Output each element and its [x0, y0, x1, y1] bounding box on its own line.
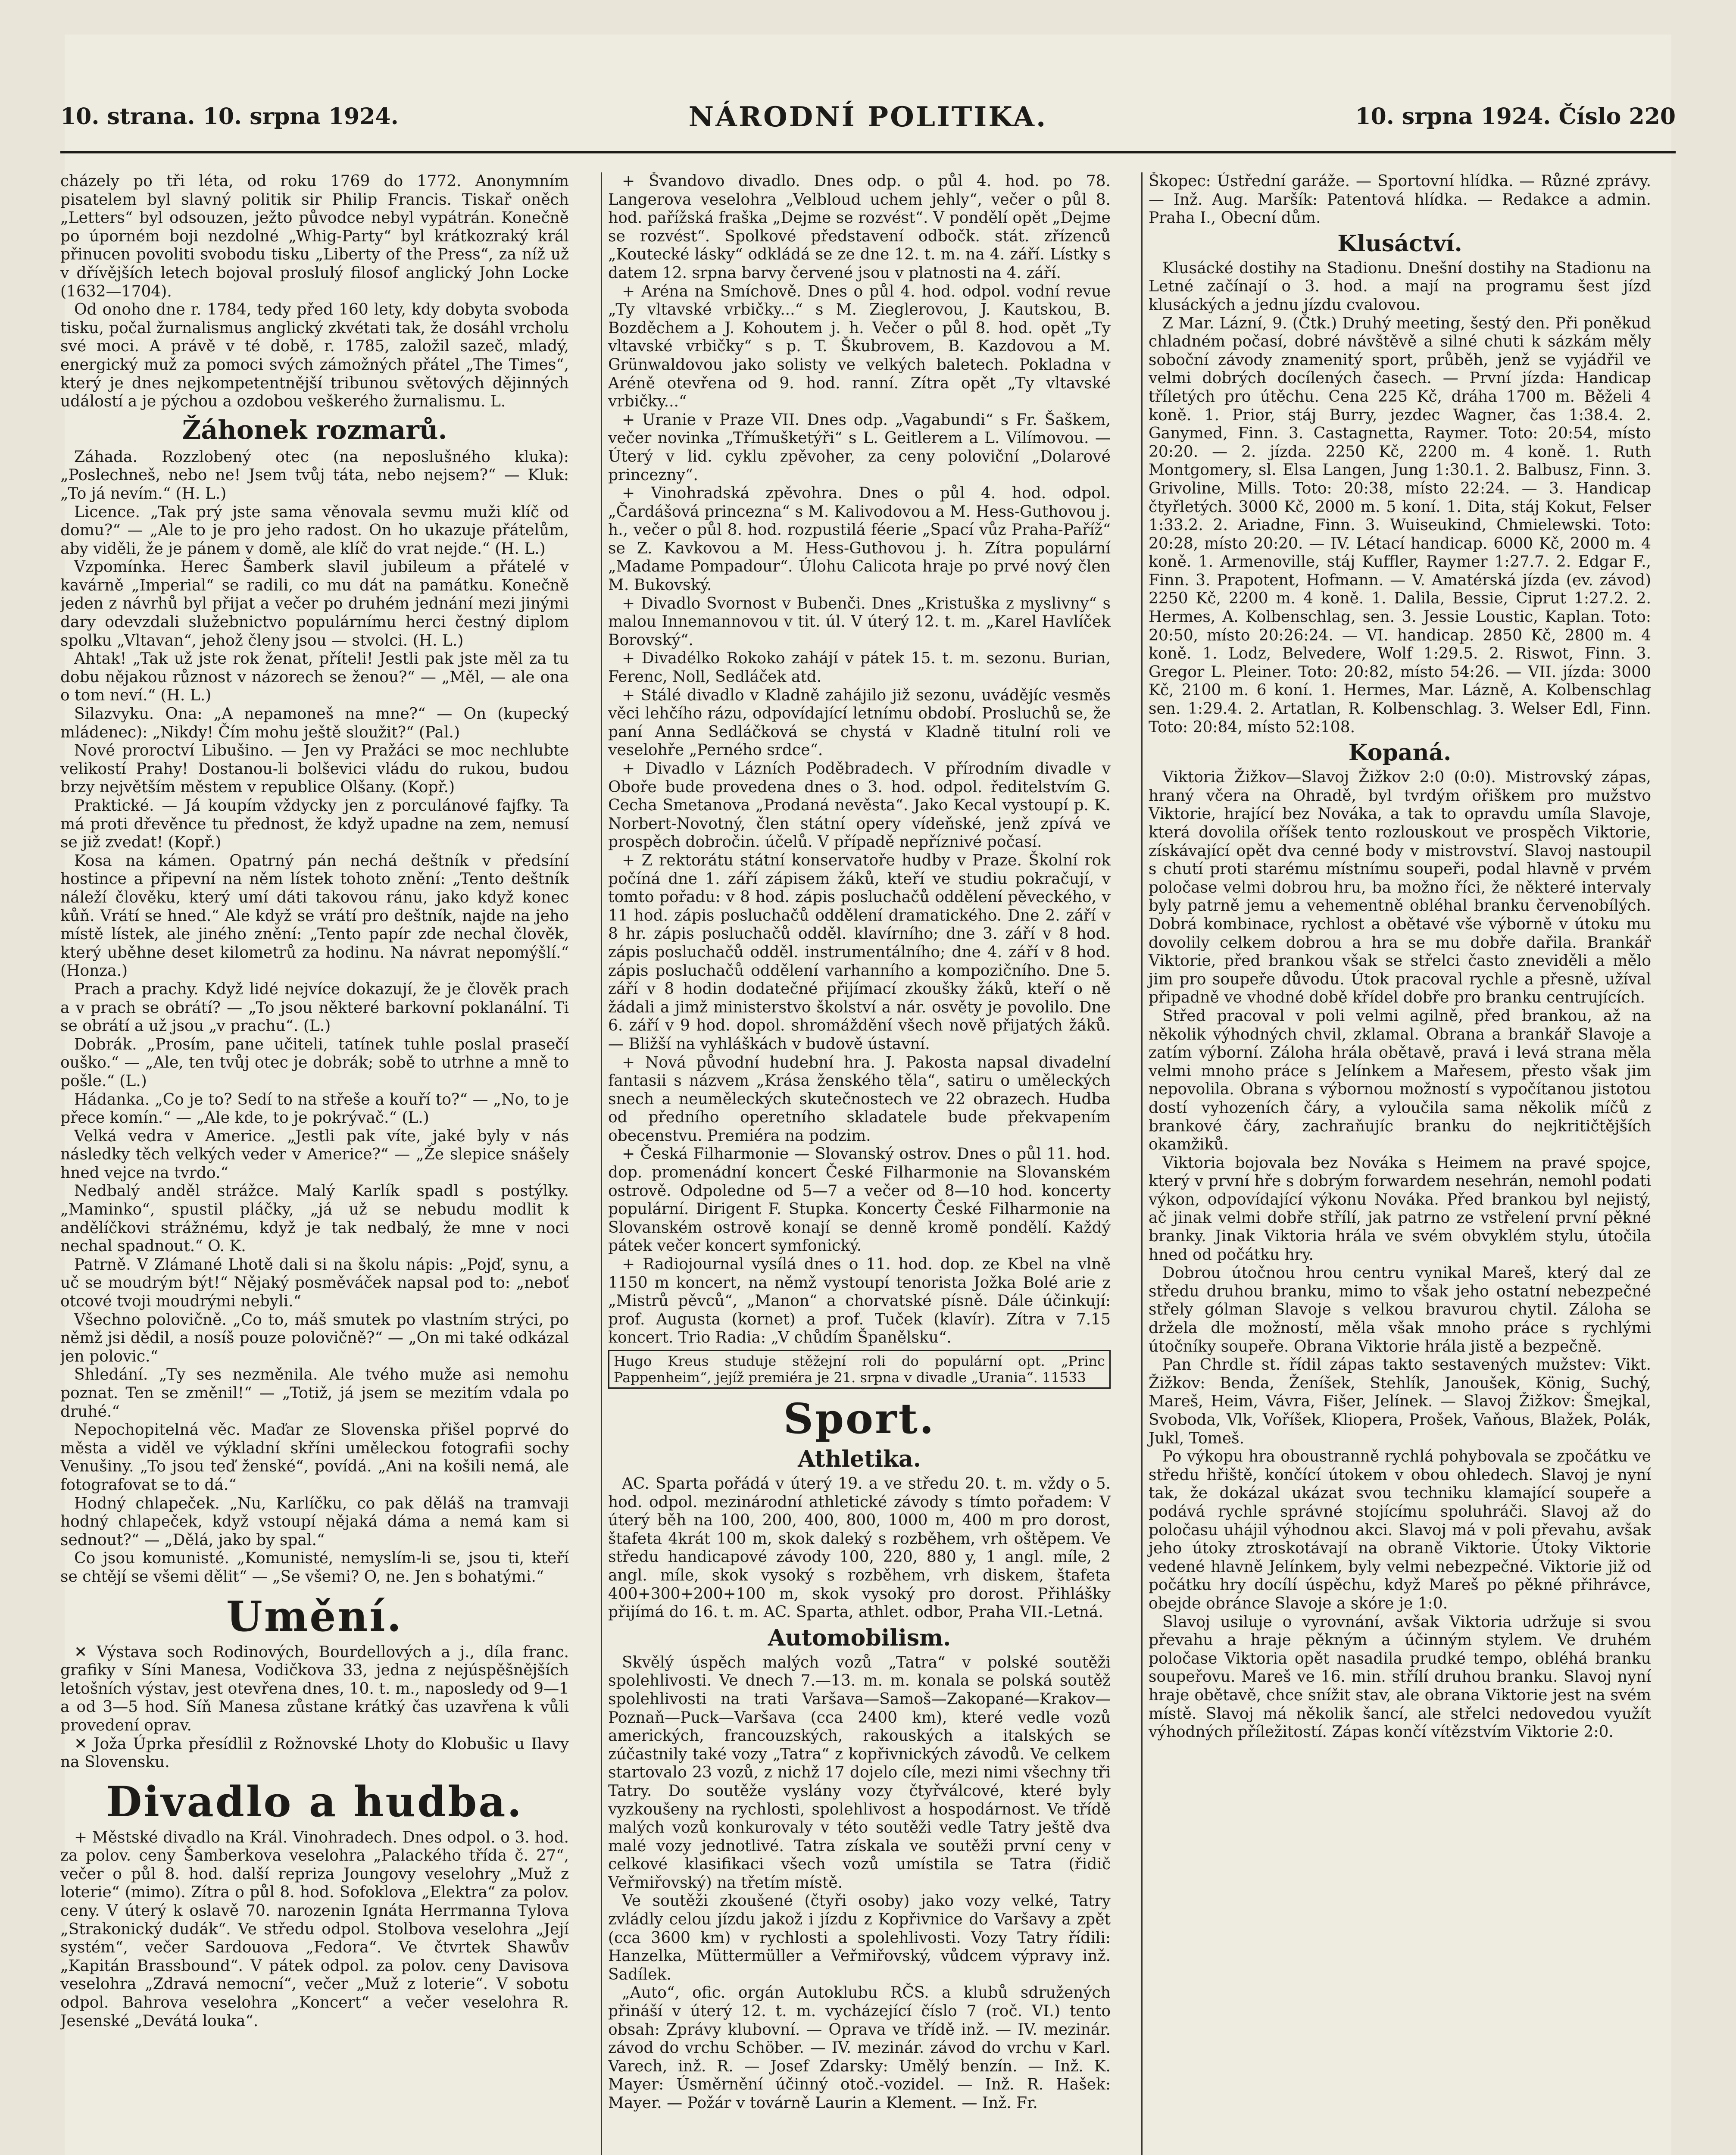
theatre-item: + Stálé divadlo v Kladně zahájilo již sezonu, uvádějíc vesměs věci lehčího rázu, odpovídající letnímu období. Prosluchů se, že paní Anna Sedláčková se chystá v Kladně titulní roli ve veselohře „Perného srdce“.	[608, 686, 1111, 759]
theatre-item: + Divadlo v Lázních Poděbradech. V přírodním divadle v Oboře bude provedena dnes o 3. hod. odpol. ředitelstvím G. Cecha Smetanova „Prodaná nevěsta“. Jako Kecal vystoupí p. K. Norbert-Novotný, člen státní opery vídeňské, jenž zpívá ve prospěch dobročin. účelů. V případě nepříznivé počasí.	[608, 760, 1111, 851]
art-item: ✕ Výstava soch Rodinových, Bourdellových a j., díla franc. grafiky v Síni Manesa, Vodičkova 33, jedna z nejúspěšnějších letošních výstav, jest otevřena dnes, 10. t. m., naposledy od 9—1 a od 3—5 hod. Síň Manesa zůstane krátký čas uzavřena k vůli provedení oprav.	[60, 1643, 569, 1734]
auto-item: Skvělý úspěch malých vozů „Tatra“ v polské soutěži spolehlivosti. Ve dnech 7.—13. m. m. konala se polská soutěž spolehlivosti na trati Varšava—Samoš—Zakopané—Krakov—Poznaň—Puck—Varšava (cca 2400 km), které vedle vozů amerických, francouzských, rakouských a italských se zúčastnily také vozy „Tatra“ z kopřivnických závodů. Ve celkem startovalo 23 vozů, z nichž 17 dojelo cíle, mezi nimi všechny tři Tatry. Do soutěže vyslány vozy čtyřválcové, které byly vyzkoušeny na rychlosti, spolehlivost a hospodárnost. Ve třídě malých vozů konkurovaly v této soutěži vedle Tatry ještě dva malé vozy jednotlivé. Tatra získala ve soutěži první ceny v celkové klasifikaci všech vozů umístila se Tatra (řidič Veřmiřovský) na třetím místě.	[608, 1653, 1111, 1892]
humor-item: Silazvyku. Ona: „A nepamoneš na mne?“ — On (kupecký mládenec): „Nikdy! Čím mohu ještě sloužit?“ (Pal.)	[60, 705, 569, 741]
football-item: Pan Chrdle st. řídil zápas takto sestavených mužstev: Vikt. Žižkov: Benda, Ženíšek, Stehlík, Janoušek, König, Suchý, Mareš, Heim, Vávra, Fišer, Jelínek. — Slavoj Žižkov: Šmejkal, Svoboda, Vlk, Voříšek, Kliopera, Prošek, Vaňous, Blažek, Polák, Jukl, Tomeš.	[1149, 1356, 1651, 1447]
section-heading-art: Umění.	[226, 1592, 403, 1641]
section-heading-humor: Žáhonek rozmarů.	[182, 415, 447, 445]
boxed-notice	[608, 1350, 1111, 1389]
humor-item: Shledání. „Ty ses nezměnila. Ale tvého muže asi nemohu poznat. Ten se změnil!“ — „Totiž, já jsem se mezitím vdala po druhé.“	[60, 1366, 569, 1421]
theatre-item: + Uranie v Praze VII. Dnes odp. „Vagabundi“ s Fr. Šaškem, večer novinka „Třímušketýři“ s L. Geitlerem a L. Vilímovou. — Úterý v lid. cyklu zpěvoher, za ceny poloviční „Dolarové princezny“.	[608, 411, 1111, 484]
theatre-item: + Divadlo Svornost v Bubenči. Dnes „Kristuška z myslivny“ s malou Innemannovou v tit. úl. V úterý 12. t. m. „Karel Havlíček Borovský“.	[608, 594, 1111, 649]
theatre-item: + Divadélko Rokoko zahájí v pátek 15. t. m. sezonu. Burian, Ferenc, Noll, Sedláček atd.	[608, 650, 1111, 686]
column-1	[60, 172, 569, 2155]
humor-item: Velká vedra v Americe. „Jestli pak víte, jaké byly v nás následky těch velkých veder v Americe?“ — „Že slepice snášely hned vejce na tvrdo.“	[60, 1127, 569, 1182]
humor-item: Nepochopitelná věc. Maďar ze Slovenska přišel poprvé do města a viděl ve výkladní skříni uměleckou fotografii sochy Venušiny. „To jsou teď ženské“, povídá. „Ani na košili nemá, ale fotografovat se to dá.“	[60, 1421, 569, 1494]
humor-item: Licence. „Tak prý jste sama věnovala sevmu muži klíč od domu?“ — „Ale to je pro jeho radost. On ho ukazuje přátelům, aby viděli, že je pánem v domě, ale klíč do vrat nejde.“ (H. L.)	[60, 503, 569, 558]
humor-item: Všechno polovičně. „Co to, máš smutek po vlastním strýci, po němž jsi dědil, a nosíš pouze polovičně?“ — „On mi také odkázal jen polovic.“	[60, 1311, 569, 1365]
auto-item: „Auto“, ofic. orgán Autoklubu RČS. a klubů sdružených přináší v úterý 12. t. m. vycházející číslo 7 (roč. VI.) tento obsah: Zprávy klubovní. — Oprava ve třídě inž. — IV. mezinár. závod do vrchu Schöber. — IV. mezinár. závod do vrchu v Karl. Varech, inž. R. — Josef Zdarsky: Umělý benzín. — Inž. K. Mayer: Úsměrnění účinný otoč.-vozidel. — Inž. R. Hašek: Mayer. — Požár v továrně Laurin a Klement. — Inž. Fr.	[608, 1984, 1111, 2112]
auto-item-continued: Škopec: Ústřední garáže. — Sportovní hlídka. — Různé zprávy. — Inž. Aug. Maršík: Patentová hlídka. — Redakce a admin. Praha I., Obecní dům.	[1149, 172, 1651, 227]
theatre-item: + Městské divadlo na Král. Vinohradech. Dnes odpol. o 3. hod. za polov. ceny Šamberkova veselohra „Palackého třída č. 27“, večer o půl 8. hod. další repriza Joungovy veselohry „Muž z loterie“ (mimo). Zítra o půl 8. hod. Sofoklova „Elektra“ za polov. ceny. V úterý k oslavě 70. narozenin Ignáta Herrmanna Tylova „Strakonický dudák“. Ve středu odpol. Stolbova veselohra „Její systém“, večer Sardouova „Fedora“. Ve čtvrtek Shawův „Kapitán Brassbound“. V pátek odpol. za polov. ceny Davisova veselohra „Zdravá nemocní“, večer „Muž z loterie“. V sobotu odpol. Bahrova veselohra „Koncert“ a večer veselohra R. Jesenské „Devátá louka“.	[60, 1828, 569, 2030]
football-item: Dobrou útočnou hrou centru vynikal Mareš, který dal ze středu druhou branku, mimo to však jeho ostatní nebezpečné střely gólman Slavoje s velkou bravurou chytil. Záloha se držela dle možností, měla však mnoho práce s rychlými útočníky soupeře. Obrana Viktorie hrála jistě a bezpečně.	[1149, 1264, 1651, 1355]
humor-item: Hádanka. „Co je to? Sedí to na střeše a kouří to?“ — „No, to je přece komín.“ — „Ale kde, to je pokrývač.“ (L.)	[60, 1090, 569, 1127]
art-item: ✕ Joža Úprka přesídlil z Rožnovské Lhoty do Klobušic u Ilavy na Slovensku.	[60, 1735, 569, 1771]
theatre-item: + Nová původní hudební hra. J. Pakosta napsal divadelní fantasii s názvem „Krása ženského těla“, satiru o uměleckých snech a neuměleckých skutečnostech ve 22 obrazech. Hudba od předního operetního skladatele bude překvapením obecenstvu. Premiéra na podzim.	[608, 1053, 1111, 1145]
article-text: Od onoho dne r. 1784, tedy před 160 lety, kdy dobyta svoboda tisku, počal žurnalismus anglický zkvétati tak, že dosáhl vrcholu své moci. A právě v té době, r. 1785, založil sazeč, mladý, energický muž za pomoci svých zámožných přátel „The Times“, který je dnes nejkompetentnější tribunou světových dějinných událostí a je pýchou a ozdobou veškerého žurnalismu. L.	[60, 301, 569, 411]
humor-item: Patrně. V Zlámané Lhotě dali si na školu nápis: „Pojď, synu, a uč se moudrým být!“ Nějaký posměváček napsal pod to: „neboť otcové tvoji moudrými nebyli.“	[60, 1256, 569, 1311]
section-heading-theatre: Divadlo a hudba.	[106, 1777, 523, 1826]
theatre-item: + Švandovo divadlo. Dnes odp. o půl 4. hod. po 78. Langerova veselohra „Velbloud uchem jehly“, večer o půl 8. hod. pařížská fraška „Dejme se rozvést“. V pondělí opět „Dejme se rozvést“. Spolkové představení odbočk. stát. zřízenců „Koutecké lásky“ odkládá se ze dne 12. t. m. na 4. září. Lístky s datem 12. srpna barvy červené jsou v platnosti na 4. září.	[608, 172, 1111, 282]
football-item: Viktoria bojovala bez Nováka s Heimem na pravé spojce, který v první hře s dobrým forwardem nesehrán, nemohl podati výkon, odpovídající výkonu Nováka. Před brankou byl nejistý, ač jinak velmi dobře střílí, jak patrno ze vstřelení první pěkné branky. Jinak Viktoria hrála ve svém obvyklém stylu, útočila hned od počátku hry.	[1149, 1154, 1651, 1264]
football-item: Viktoria Žižkov—Slavoj Žižkov 2:0 (0:0). Mistrovský zápas, hraný včera na Ohradě, byl tvrdým ořiškem pro mužstvo Viktorie, hrající bez Nováka, a tak to opravdu umíla Slavoje, která dovolila oříšek tento rozlouskout ve prospěch Viktorie, získávající opět dva cenné body v mistrovství. Slavoj nastoupil s chutí proti starému místnímu soupeři, podal hlavně v prvém poločase velmi dobrou hru, ba možno říci, že některé intervaly byly patrně jemu a vehementně obléhal branku červenobílých. Dobrá kombinace, rychlost a obětavé vše výborně v útoku mu dovolily celkem dobrou a hra se mu dobře dařila. Brankář Viktorie, před brankou však se střelci často zneviděli a mělo jim pro soupeře důvodu. Útok pracoval rychle a přesně, užíval připadně ve vhodné době křídel dobře pro branku centrujících.	[1149, 768, 1651, 1007]
humor-item: Vzpomínka. Herec Šamberk slavil jubileum a přátelé v kavárně „Imperial“ se radili, co mu dát na památku. Konečně jeden z návrhů byl přijat a večer po druhém jednání mezi jinými dary odevzdali služebnictvo populárnímu herci čestný diplom spolku „Vltavan“, jehož členy jsou — stvolci. (H. L.)	[60, 558, 569, 650]
football-item: Slavoj usiluje o vyrovnání, avšak Viktoria udržuje si svou převahu a hraje pěkným a účinným stylem. Ve druhém poločase Viktoria opět nasadila prudké tempo, obléhá branku soupeřovu. Mareš ve 16. min. střílí druhou branku. Slavoj nyní hraje obětavě, chce snížit stav, ale obrana Viktorie jest na svém místě. Slavoj má několik šancí, ale střelci nedovedou využít výhodných příležitostí. Zápas končí vítězstvím Viktorie 2:0.	[1149, 1613, 1651, 1741]
trotting-item: Z Mar. Lázní, 9. (Čtk.) Druhý meeting, šestý den. Při poněkud chladném počasí, dobré návštěvě a silné chuti k sázkám měly soboční závody znamenitý sport, průběh, jenž se vyjádřil ve velmi dobrých docílených časech. — První jízda: Handicap tříletých pro útěchu. Cena 225 Kč, dráha 1700 m. Běželi 4 koně. 1. Prior, stáj Burry, jezdec Wagner, čas 1:38.4. 2. Ganymed, Finn. 3. Castagnetta, Raymer. Toto: 20:54, místo 20:20. — 2. jízda. 2250 Kč, 2200 m. 4 koně. 1. Ruth Montgomery, sl. Elsa Langen, Jung 1:30.1. 2. Balbusz, Finn. 3. Grivoline, Mills. Toto: 20:38, místo 22:24. — 3. Handicap čtyřletých. 3000 Kč, 2000 m. 5 koní. 1. Dita, stáj Kokut, Felser 1:33.2. 2. Ariadne, Finn. 3. Wuiseukind, Chmielewski. Toto: 20:28, místo 20:20. — IV. Létací handicap. 6000 Kč, 2000 m. 4 koně. 1. Armenoville, stáj Kuffler, Raymer 1:27.7. 2. Edgar F., Finn. 3. Prapotent, Hofmann. — V. Amatérská jízda (ev. závod) 2250 Kč, 2200 m. 4 koně. 1. Dalila, Bessie, Ciprut 1:27.2. 2. Hermes, A. Kolbenschlag, sen. 3. Jessie Loustic, Kaplan. Toto: 20:50, místo 20:26:24. — VI. handicap. 2850 Kč, 2800 m. 4 koně. 1. Lodz, Belvedere, Wolf 1:29.5. 2. Riswot, Finn. 3. Gregor L. Pleiner. Toto: 20:82, místo 54:26. — VII. jízda: 3000 Kč, 2100 m. 6 koní. 1. Hermes, Mar. Lázně, A. Kolbenschlag sen. 1:29.4. 2. Artatlan, R. Kolbenschlag. 3. Welser Edl, Finn. Toto: 20:84, místo 52:108.	[1149, 314, 1651, 736]
auto-item: Ve soutěži zkoušené (čtyři osoby) jako vozy velké, Tatry zvládly celou jízdu jakož i jízdu z Kopřivnice do Varšavy a zpět (cca 3600 km) v rychlosti a spolehlivosti. Vozy Tatry řídili: Hanzelka, Müttermüller a Veřmiřovský, vůdcem výpravy inž. Sadílek.	[608, 1892, 1111, 1983]
humor-item: Dobrák. „Prosím, pane učiteli, tatínek tuhle poslal prasečí ouško.“ — „Ale, ten tvůj otec je dobrák; sobě to utrhne a mně to pošle.“ (L.)	[60, 1035, 569, 1090]
issue-date-number: 10. srpna 1924. Číslo 220	[1355, 103, 1676, 130]
masthead-title: NÁRODNÍ POLITIKA.	[688, 101, 1048, 133]
humor-item: Praktické. — Já koupím vždycky jen z porculánové fajfky. Ta má proti dřevěnce tu přednost, že když upadne na zem, nemusí se již zvedat! (Kopř.)	[60, 797, 569, 852]
humor-item: Kosa na kámen. Opatrný pán nechá deštník v předsíní hostince a připevní na něm lístek tohoto znění: „Tento deštník náleží člověku, který umí dáti takovou ránu, jako když konec kůň. Vrátí se hned.“ Ale když se vrátí pro deštník, najde na jeho místě lístek, ale jiného znění: „Tento papír zde nechal člověk, který uběhne deset kilometrů za hodinu. Na návrat nepomýšlí.“ (Honza.)	[60, 852, 569, 980]
subheading-athletics: Athletika.	[798, 1446, 921, 1472]
theatre-item: + Radiojournal vysílá dnes o 11. hod. dop. ze Kbel na vlně 1150 m koncert, na němž vystoupí tenorista Jožka Bolé arie z „Mistrů pěvců“, „Manon“ a chorvatské písně. Dále účinkují: prof. Augusta (kornet) a prof. Tuček (klavír). Zítra v 7.15 koncert. Trio Radia: „V chůdím Španělsku“.	[608, 1256, 1111, 1347]
boxed-notice-text: Hugo Kreus studuje stěžejní roli do populární opt. „Princ Pappenheim“, jejíž premiéra je 21. srpna v divadle „Urania“. 11533	[614, 1353, 1105, 1386]
humor-item: Ahtak! „Tak už jste rok ženat, příteli! Jestli pak jste měl za tu dobu nějakou různost v názorech se ženou?“ — „Měl, — ale ona o tom neví.“ (H. L.)	[60, 650, 569, 705]
trotting-item: Klusácké dostihy na Stadionu. Dnešní dostihy na Stadionu na Letné začínají o 3. hod. a mají na programu šest jízd klusáckých a jednu jízdu cvalovou.	[1149, 259, 1651, 314]
theatre-item: + Vinohradská zpěvohra. Dnes o půl 4. hod. odpol. „Čardášová princezna“ s M. Kalivodovou a M. Hess-Guthovou j. h., večer o půl 8. hod. rozpustilá féerie „Spací vůz Praha-Paříž“ se Z. Kavkovou a M. Hess-Guthovou j. h. Zítra populární „Madame Pompadour“. Úlohu Calicota hraje po prvé nový člen M. Bukovský.	[608, 484, 1111, 594]
page-header	[60, 99, 1676, 153]
page-number-date: 10. strana. 10. srpna 1924.	[60, 103, 399, 130]
football-item: Střed pracoval v poli velmi agilně, před brankou, až na několik výhodných chvil, zklamal. Obrana a brankář Slavoje a zatím výborní. Záloha hrála obětavě, pravá i levá strana měla velmi mnoho práce s Jelínkem a Mařesem, přesto však jim nepovolila. Obrana s výbornou možností s vypočítanou jistotou dostí vyhozeních čáry, a vyloučila sama několik míčů z brankové čáry, zachraňujíc branku do nejkritičtějších okamžiků.	[1149, 1007, 1651, 1154]
athletics-item: AC. Sparta pořádá v úterý 19. a ve středu 20. t. m. vždy o 5. hod. odpol. mezinárodní athletické závody s tímto pořadem: V úterý běh na 100, 200, 400, 800, 1000 m, 400 m pro dorost, štafeta 4krát 100 m, skok daleký s rozběhem, vrh oštěpem. Ve středu handicapové závody 100, 220, 880 y, 1 angl. míle, 2 angl. míle, skok vysoký s rozběhem, vrh diskem, štafeta 400+300+200+100 m, skok vysoký pro dorost. Přihlášky přijímá do 16. t. m. AC. Sparta, athlet. odbor, Praha VII.-Letná.	[608, 1475, 1111, 1621]
humor-item: Záhada. Rozzlobený otec (na neposlušného kluka): „Poslechneš, nebo ne! Jsem tvůj táta, nebo nejsem?“ — Kluk: „To já nevím.“ (H. L.)	[60, 448, 569, 503]
theatre-item: + Česká Filharmonie — Slovanský ostrov. Dnes o půl 11. hod. dop. promenádní koncert České Filharmonie na Slovanském ostrově. Odpoledne od 5—7 a večer od 8—10 hod. koncerty populární. Dirigent F. Stupka. Koncerty České Filharmonie na Slovanském ostrově konají se denně kromě pondělí. Každý pátek večer koncert symfonický.	[608, 1145, 1111, 1255]
humor-item: Prach a prachy. Když lidé nejvíce dokazují, že je člověk prach a v prach se obrátí? — „To jsou některé barkovní poklanální. Ti se obrátí a už jsou „v prachu“. (L.)	[60, 980, 569, 1035]
section-heading-sport: Sport.	[783, 1394, 936, 1443]
humor-item: Nové proroctví Libušino. — Jen vy Pražáci se moc nechlubte velikostí Prahy! Dostanou-li bolševici vládu do rukou, budou brzy největším městem v republice Olšany. (Kopř.)	[60, 742, 569, 796]
subheading-automobilism: Automobilism.	[768, 1624, 951, 1651]
humor-item: Nedbalý anděl strážce. Malý Karlík spadl s postýlky. „Maminko“, spustil pláčky, „já už se nebudu modlit k andělíčkovi strážnému, když je tak nedbalý, že mne v noci nechal spadnout.“ O. K.	[60, 1182, 569, 1256]
humor-item: Co jsou komunisté. „Komunisté, nemyslím-li se, jsou ti, kteří se chtějí se všemi dělit“ — „Se všemi? O, ne. Jen s bohatými.“	[60, 1549, 569, 1586]
football-item: Po výkopu hra oboustranně rychlá pohybovala se zpočátku ve středu hřiště, končící útokem v obou ohledech. Slavoj je nyní tak, že dokázal ukázat svou techniku klamající soupeře a podává rychle správné stojícímu spoluhráči. Slavoj až do poločasu uhájil výhodnou akci. Slavoj má v poli převahu, avšak jeho útoky ztroskotávají na obraně Viktorie. Útoky Viktorie vedené hlavně Jelínkem, byly velmi nebezpečné. Viktorie již od počátku hry docílí úspěchu, když Mareš po pěkné přihrávce, obejde obránce Slavoje a skóre je 1:0.	[1149, 1448, 1651, 1612]
subheading-football: Kopaná.	[1348, 740, 1452, 766]
theatre-item: + Aréna na Smíchově. Dnes o půl 4. hod. odpol. vodní revue „Ty vltavské vrbičky...“ s M. Zieglerovou, J. Kautskou, B. Bozděchem a J. Kohoutem j. h. Večer o půl 8. hod. opět „Ty vltavské vrbičky“ s p. T. Škubrovem, B. Kazdovou a M. Grünwaldovou jako solisty ve velkých baletech. Pokladna v Aréně otevřena od 9. hod. ranní. Zítra opět „Ty vltavské vrbičky...“	[608, 282, 1111, 411]
column-2	[601, 172, 1111, 2155]
humor-item: Hodný chlapeček. „Nu, Karlíčku, co pak děláš na tramvaji hodný chlapeček, když vstoupí nějaká dáma a nemá kam si sednout?“ — „Dělá, jako by spal.“	[60, 1494, 569, 1549]
column-3	[1141, 172, 1651, 2155]
article-text: cházely po tři léta, od roku 1769 do 1772. Anonymním pisatelem byl slavný politik sir Philip Francis. Tiskař oněch „Letters“ byl odsouzen, ježto původce nebyl vypátrán. Konečně po úporném boji nezdolné „Whig-Party“ byl krátkozraký král přinucen povoliti svobodu tisku „Liberty of the Press“, za níž už v dřívějších letech bojoval proslulý filosof anglický John Locke (1632—1704).	[60, 172, 569, 300]
theatre-item: + Z rektorátu státní konservatoře hudby v Praze. Školní rok počíná dne 1. září zápisem žáků, kteří ve studiu pokračují, v tomto pořadu: v 8 hod. zápis posluchačů oddělení pěveckého, v 11 hod. zápis posluchačů oddělení dramatického. Dne 2. září v 8 hr. zápis posluchačů odděl. klavírního; dne 3. září v 8 hod. zápis posluchačů odděl. instrumentálního; dne 4. září v 8 hod. zápis posluchačů oddělení varhanního a kompozičního. Dne 5. září v 8 hodin dodatečné přijímací zkoušky žáků, kteří o ně žádali a jimž ministerstvo školství a nár. osvěty je povolilo. Dne 6. září v 9 hod. dopol. shromáždění všech nově přijatých žáků. — Bližší na vyhláškách v budově ústavní.	[608, 851, 1111, 1053]
subheading-trotting: Klusáctví.	[1337, 230, 1462, 257]
